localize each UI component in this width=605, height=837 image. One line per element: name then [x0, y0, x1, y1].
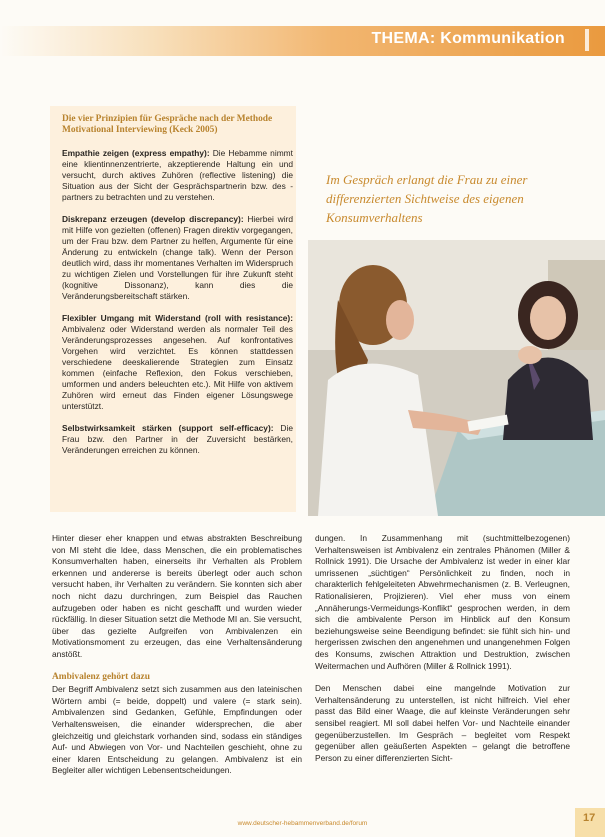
- subheading: Ambivalenz gehört dazu: [52, 671, 150, 682]
- consultation-photo: [308, 240, 605, 516]
- paragraph: Hinter dieser eher knappen und etwas abstrakten Beschreibung von MI steht die Idee, dass Menschen, die ein problematisches Konsumverhalten haben, einerseits ihr Verhalten als Problem erkennen und andererse is bereits überlegt oder auch schon versucht haben, ihr Verhalten zu verändern. Sie konnten sich aber noch nicht dazu durchringen, zum Beispiel das Rauchen aufzugeben oder haben es nicht geschafft und wurden wieder rückfällig. In dieser Situation setzt die Methode MI an. Sie versucht, über das gezielte Aufgreifen von Ambivalenzen ein Motivationsmoment zu erzeugen, das eine Verhaltensänderung anstößt.: [52, 533, 302, 659]
- pull-quote: Im Gespräch erlangt die Frau zu einer differenzierten Sichtweise des eigenen Konsumverhaltens: [326, 172, 528, 225]
- principle-discrepancy: [62, 214, 293, 302]
- section-title: THEMA: Kommunikation: [371, 30, 565, 47]
- page-number-box: [575, 808, 605, 837]
- paragraph-gap: [315, 672, 570, 683]
- footer-url: www.deutscher-hebammenverband.de/forum: [237, 820, 368, 827]
- principle-heading: Empathie zeigen (express empathy):: [62, 148, 210, 158]
- principle-heading: Selbstwirksamkeit stärken (support self-efficacy):: [62, 423, 274, 433]
- principle-heading: Flexibler Umgang mit Widerstand (roll with resistance):: [62, 313, 293, 323]
- principle-text: Hierbei wird mit Hilfe von gezielten (offenen) Fragen direktiv vorgegangen, um der Frau bzw. dem Partner zu helfen, Argumente für eine Änderung zu entwickeln (change talk). Wenn der Person deutlich wird, dass ihr momentanes Verhalten im Widerspruch zu wichtigen Zielen und Vorstellungen für ihre Zukunft steht (kognitive Dissonanz), kann dies die Veränderungsbereitschaft stärken.: [62, 214, 294, 301]
- principle-resistance: [62, 313, 293, 412]
- paragraph: dungen. In Zusammenhang mit (suchtmittelbezogenen) Verhaltensweisen ist Ambivalenz ein zentrales Phänomen (Miller & Rollnick 1991). Die Ursache der Ambivalenz ist weder in einer klar umrissenen „süchtigen“ Persönlichkeit zu finden, noch in charakterlich fehlgeleiteten Abwehrmechanismen (z. B. Verleugnen, Rationalisieren, Projizieren). Viel eher muss von einem „Annäherungs-Vermeidungs-Konflikt“ gesprochen werden, in dem sich die ambivalente Person im Hinblick auf den Konsum beziehungsweise seine Beendigung befindet: sie fühlt sich hin- und hergerissen zwischen den angenehmen und unangenehmen Folgen des Konsums, zwischen Attraktion und Destruktion, zwischen Weitermachen und Aufhören (Miller & Rollnick 1991).: [315, 533, 570, 671]
- right-column: [315, 533, 570, 764]
- principle-text: Ambivalenz oder Widerstand werden als normaler Teil des Veränderungsprozesses angesehen. Auf konfrontatives Vorgehen wird verzichtet. Es können stattdessen verschiedene deeskalierende Strategien zum Einsatz kommen (einfache Reflexion, den Fokus verschieben, umformen und anders beleuchten etc.). Mit Hilfe von aktivem Zuhören wird erneut das Finden eigener Lösungswege unterstützt.: [62, 324, 293, 411]
- header-divider: [585, 29, 589, 51]
- principle-text: Die Hebamme nimmt eine klientinnenzentrierte, akzeptierende Haltung ein und versucht, durch aktives Zuhören (reflective listening) die Situation aus der Sicht der Gesprächspartnerin bzw. des -partners zu betrachten und zu verstehen.: [62, 148, 293, 202]
- page-number: 17: [583, 812, 596, 824]
- paragraph: Den Menschen dabei eine mangelnde Motivation zur Verhaltensänderung zu unterstellen, ist nicht hilfreich. Viel eher passt das Bild einer Waage, die auf kleinste Veränderungen sehr sensibel reagiert. MI soll dabei helfen Vor- und Nachteile einander gegenüberzustellen. Im Gespräch – begleitet vom Respekt gegenüber allen geäußerten Aspekten – gelangt die betroffene Person zu einer differenzierten Sicht-: [315, 683, 570, 763]
- principle-text: Die Frau bzw. den Partner in der Zuversicht bestärken, Veränderungen erreichen zu können.: [62, 423, 293, 455]
- principle-heading: Diskrepanz erzeugen (develop discrepancy):: [62, 214, 244, 224]
- principle-empathy: [62, 148, 293, 203]
- principle-self-efficacy: [62, 423, 293, 456]
- info-box-title: Die vier Prinzipien für Gespräche nach der Methode Motivational Interviewing (Keck 2005): [62, 114, 273, 135]
- paragraph: Der Begriff Ambivalenz setzt sich zusammen aus den lateinischen Wörtern ambi (= beide, doppelt) und valere (= stark sein). Ambivalenzen sind Gedanken, Gefühle, Empfindungen oder Verhaltensweisen, die einander widersprechen, die aber gleichzeitig und gleichstark vorhanden sind, sodass ein ständiges Auf- und Abwiegen von Vor- und Nachteilen geschieht, ohne zu einer klaren Entscheidung zu gelangen. Ambivalenz ist ein Begleiter aller wichtigen Lebensentscheidungen.: [52, 684, 302, 776]
- info-box-content: [62, 114, 293, 467]
- left-column: [52, 533, 302, 777]
- page-header: [0, 0, 605, 62]
